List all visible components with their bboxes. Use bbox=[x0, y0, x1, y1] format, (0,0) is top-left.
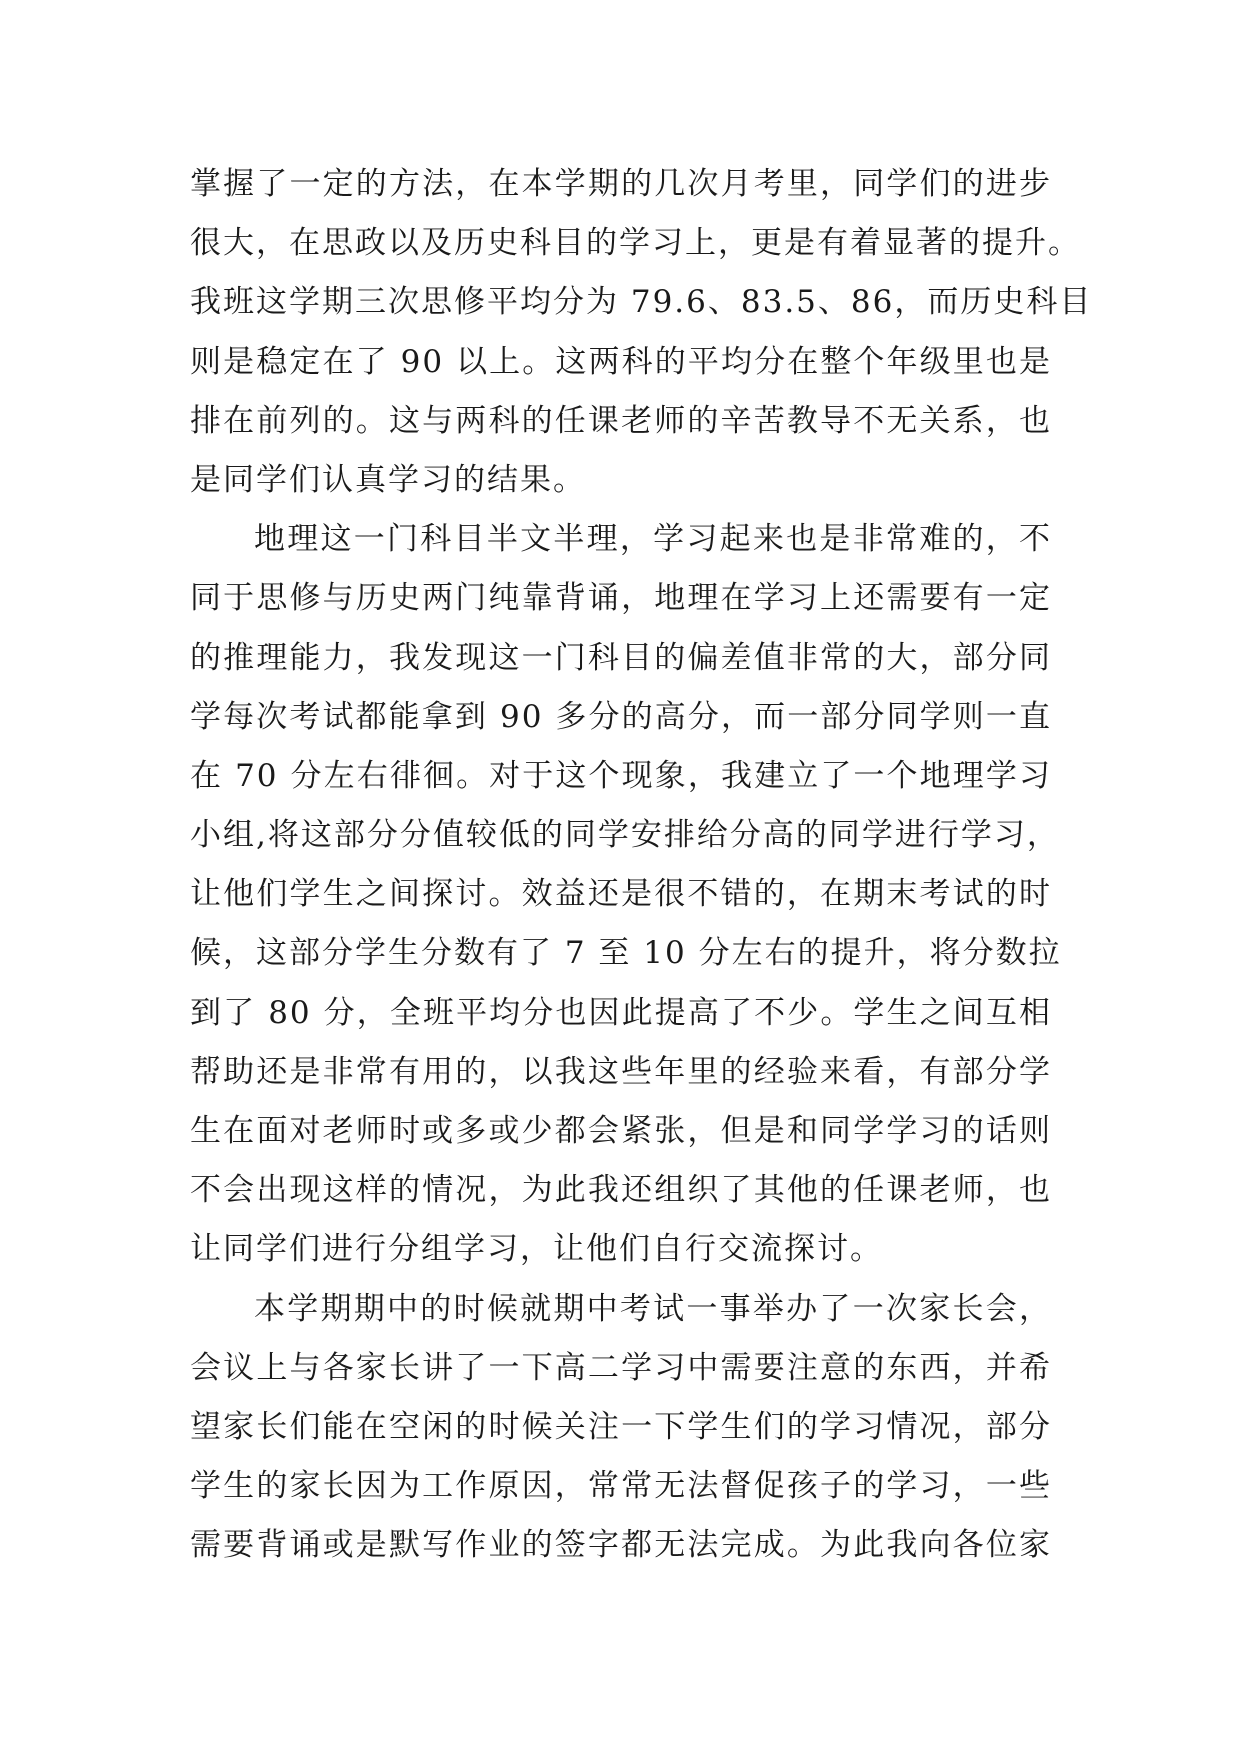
text-line: 本学期期中的时候就期中考试一事举办了一次家长会， bbox=[254, 1290, 1052, 1327]
text-line: 的推理能力，我发现这一门科目的偏差值非常的大，部分同 bbox=[190, 639, 1052, 676]
text-line: 让他们学生之间探讨。效益还是很不错的，在期末考试的时 bbox=[190, 876, 1052, 913]
paragraph-2 bbox=[190, 510, 1062, 1279]
text-line: 学生的家长因为工作原因，常常无法督促孩子的学习，一些 bbox=[190, 1468, 1052, 1505]
text-line: 到了 80 分，全班平均分也因此提高了不少。学生之间互相 bbox=[190, 994, 1052, 1031]
text-line: 帮助还是非常有用的，以我这些年里的经验来看，有部分学 bbox=[190, 1053, 1052, 1090]
text-line: 是同学们认真学习的结果。 bbox=[190, 461, 586, 498]
text-line: 候，这部分学生分数有了 7 至 10 分左右的提升，将分数拉 bbox=[190, 935, 1062, 972]
text-line: 则是稳定在了 90 以上。这两科的平均分在整个年级里也是 bbox=[190, 343, 1052, 380]
text-line: 掌握了一定的方法，在本学期的几次月考里，同学们的进步 bbox=[190, 166, 1052, 202]
text-line: 同于思修与历史两门纯靠背诵，地理在学习上还需要有一定 bbox=[190, 580, 1052, 617]
text-line: 在 70 分左右徘徊。对于这个现象，我建立了一个地理学习 bbox=[190, 757, 1052, 794]
text-line: 望家长们能在空闲的时候关注一下学生们的学习情况，部分 bbox=[190, 1408, 1052, 1445]
paragraph-1 bbox=[190, 155, 1093, 510]
text-line: 不会出现这样的情况，为此我还组织了其他的任课老师，也 bbox=[190, 1172, 1052, 1209]
text-line: 让同学们进行分组学习，让他们自行交流探讨。 bbox=[190, 1231, 883, 1268]
paragraph-3 bbox=[190, 1280, 1052, 1576]
text-line: 很大，在思政以及历史科目的学习上，更是有着显著的提升。 bbox=[190, 225, 1081, 262]
text-line: 地理这一门科目半文半理，学习起来也是非常难的，不 bbox=[254, 521, 1052, 558]
text-line: 排在前列的。这与两科的任课老师的辛苦教导不无关系，也 bbox=[190, 402, 1052, 439]
text-line: 我班这学期三次思修平均分为 79.6、83.5、86，而历史科目 bbox=[190, 284, 1093, 321]
text-line: 学每次考试都能拿到 90 多分的高分，而一部分同学则一直 bbox=[190, 698, 1052, 735]
text-line: 会议上与各家长讲了一下高二学习中需要注意的东西，并希 bbox=[190, 1349, 1052, 1386]
text-line: 需要背诵或是默写作业的签字都无法完成。为此我向各位家 bbox=[190, 1527, 1052, 1564]
text-line: 生在面对老师时或多或少都会紧张，但是和同学学习的话则 bbox=[190, 1113, 1052, 1149]
text-line: 小组,将这部分分值较低的同学安排给分高的同学进行学习， bbox=[190, 817, 1060, 854]
body-text bbox=[190, 155, 1093, 1576]
